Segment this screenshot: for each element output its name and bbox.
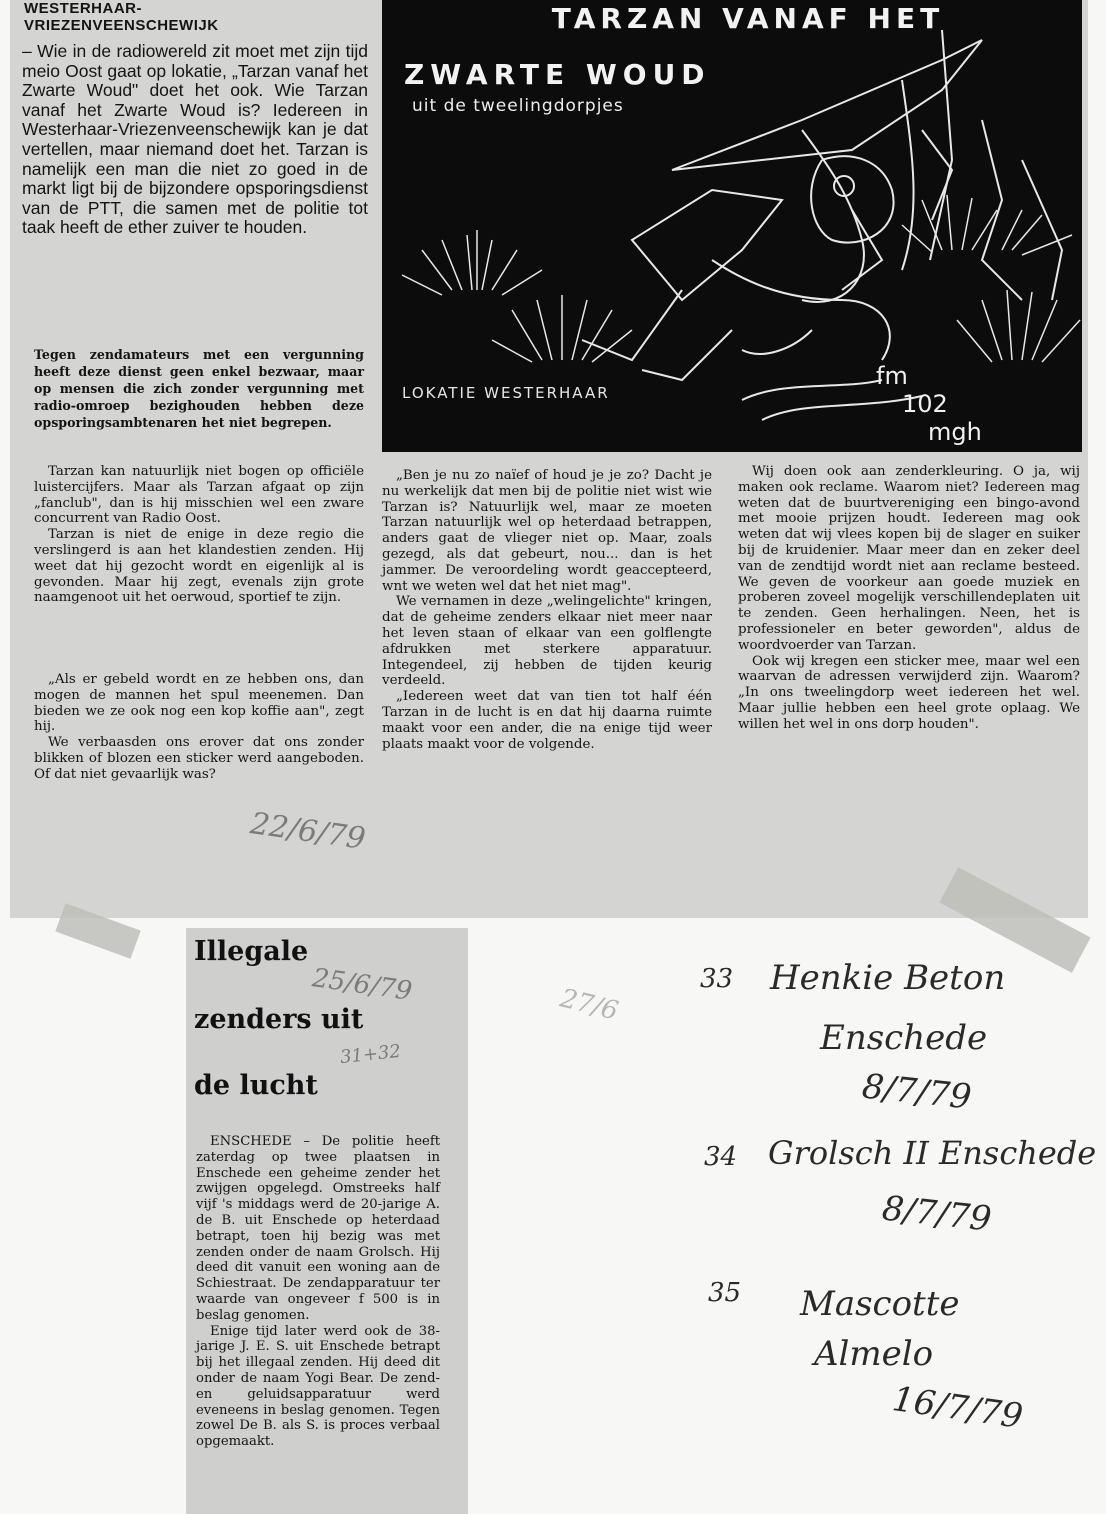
note-name-33: Henkie Beton (770, 958, 1006, 998)
paragraph: „Ben je nu zo naïef of houd je je zo? Dacht je nu werkelijk dat men bij de politie niet wist wie Tarzan is? Natuurlijk wel, maar ze moeten Tarzan natuurlijk wel op heterdaad betrappen, anders gaat de vlieger niet op. Maar, zoals gezegd, als dat gebeurt, nou... dan is het jammer. De veroordeling wordt geaccepteerd, wnt we weten wel dat het niet mag". (382, 468, 712, 594)
dateline-line-1: WESTERHAAR- (24, 0, 142, 17)
article-column-1 (34, 464, 364, 606)
sticker-frequency: 102 (902, 390, 948, 418)
note-name-35: Mascotte (800, 1284, 960, 1324)
note-date-35: 16/7/79 (889, 1379, 1026, 1437)
paragraph: We vernamen in deze „welingelichte" kringen, dat de geheime zenders elkaar niet meer naar het leven staan of elkaar van een golflengte afdrukken met sterkere apparatuur. Integendeel, zij hebben de tijden keurig verdeeld. (382, 594, 712, 689)
note-name-34: Grolsch II Enschede (768, 1134, 1097, 1172)
headline-line-3: de lucht (194, 1070, 318, 1101)
paragraph: Wij doen ook aan zenderkleuring. O ja, wij maken ook reclame. Waarom niet? Iedereen mag weten dat de buurtvereniging een bingo-avond met mooie prijzen houdt. Iedereen mag ook weten dat wij vlees kopen bij de slager en suiker bij de kruidenier. Maar meer dan en zeker deel van de zendtijd wordt niet aan reclame besteed. We geven de voorkeur aan goede muziek en proberen zoveel mogelijk verschillendeplaten uit te zenden. Geen herhalingen. Neen, het is professioneler en beter geworden", aldus de woordvoerder van Tarzan. (738, 464, 1080, 653)
sticker-band: fm (876, 362, 908, 390)
note-number-33: 33 (700, 964, 734, 994)
paragraph: Tarzan is niet de enige in deze regio die verslingerd is aan het klandestien zenden. Hij weet dat hij gezocht wordt en eigenlijk al is gevonden. Maar hij zegt, evenals zijn grote naamgenoot uit het oerwoud, sportief te zijn. (34, 527, 364, 606)
note-number-35: 35 (708, 1278, 742, 1308)
tarzan-sticker-illustration (382, 0, 1082, 452)
article-column-2 (382, 468, 712, 752)
paragraph: „Iedereen weet dat van tien tot half één Tarzan in de lucht is en dat hij daarna ruimte maakt voor een ander, die na enige tijd weer plaats maakt voor de volgende. (382, 689, 712, 752)
headline-line-2: zenders uit (194, 1004, 364, 1035)
paragraph: Tarzan kan natuurlijk niet bogen op officiële luistercijfers. Maar als Tarzan afgaat op zijn „fanclub", dan is hij misschien wel een zware concurrent van Radio Oost. (34, 464, 364, 527)
intro-paragraph: Tegen zendamateurs met een vergunning heeft deze dienst geen enkel bezwaar, maar op mensen die zich zonder vergunning met radio-omroep bezighouden hebben deze opsporingsambtenaren het niet begrepen. (34, 347, 364, 430)
dateline-heading (24, 0, 364, 34)
second-article-body (196, 1134, 440, 1450)
note-place-35: Almelo (814, 1334, 934, 1374)
sticker-location: LOKATIE WESTERHAAR (402, 384, 610, 402)
handwritten-date-main: 22/6/79 (248, 806, 368, 857)
handwritten-numbers: 31+32 (339, 1040, 402, 1069)
article-column-3 (738, 464, 1080, 733)
sticker-subtitle: uit de tweelingdorpjes (412, 96, 624, 116)
faint-pencil-mark: 27/6 (557, 983, 622, 1027)
lead-paragraph: – Wie in de radiowereld zit moet met zijn tijd meio Oost gaat op lokatie, „Tarzan vanaf het Zwarte Woud" doet het ook. Wie Tarzan vanaf het Zwarte Woud is? Iedereen in Westerhaar-Vriezenveenschewijk kan je dat vertellen, maar niemand doet het. Tarzan is namelijk een man die niet zo goed in de markt ligt bij de bijzondere opsporingsdienst van de PTT, die samen met de politie tot taak heeft de ether zuiver te houden. (22, 41, 368, 238)
paragraph: „Als er gebeld wordt en ze hebben ons, dan mogen de mannen het spul meenemen. Dan bieden we ze ook nog een kop koffie aan", zegt hij. (34, 672, 364, 735)
sticker-unit: mgh (928, 418, 982, 446)
paragraph: Ook wij kregen een sticker mee, maar wel een waarvan de adressen verwijderd zijn. Waarom? „In ons tweelingdorp weet iedereen het wel. Maar jullie hebben een heel grote oplaag. We willen het wel in ons dorp houden". (738, 653, 1080, 732)
note-number-34: 34 (704, 1142, 738, 1172)
handwritten-date-second: 25/6/79 (310, 963, 414, 1007)
sticker-title-line-2: ZWARTE WOUD (404, 58, 711, 91)
note-date-33: 8/7/79 (860, 1066, 974, 1118)
article-column-1-continued (34, 672, 364, 783)
sticker-title-line-1: TARZAN VANAF HET (551, 2, 945, 35)
paragraph: ENSCHEDE – De politie heeft zaterdag op twee plaatsen in Enschede een geheime zender het zwijgen opgelegd. Omstreeks half vijf 's middags werd de 20-jarige A. de B. uit Enschede op heterdaad betrapt, toen hij bezig was met zenden onder de naam Grolsch. Hij deed dit vanuit een woning aan de Schiestraat. De zendapparatuur ter waarde van ongeveer f 500 is in beslag genomen. (196, 1134, 440, 1323)
dateline-line-2: VRIEZENVEENSCHEWIJK (24, 17, 219, 34)
note-place-33: Enschede (820, 1018, 988, 1058)
paragraph: Enige tijd later werd ook de 38-jarige J. E. S. uit Enschede betrapt bij het illegaal zenden. Hij deed dit onder de naam Yogi Bear. De zend- en geluidsapparatuur werd eveneens in beslag genomen. Tegen zowel De B. als S. is proces verbaal opgemaakt. (196, 1323, 440, 1450)
headline-line-1: Illegale (194, 936, 309, 967)
note-date-34: 8/7/79 (880, 1188, 994, 1240)
paragraph: We verbaasden ons erover dat ons zonder blikken of blozen een sticker werd aangeboden. Of dat niet gevaarlijk was? (34, 735, 364, 782)
